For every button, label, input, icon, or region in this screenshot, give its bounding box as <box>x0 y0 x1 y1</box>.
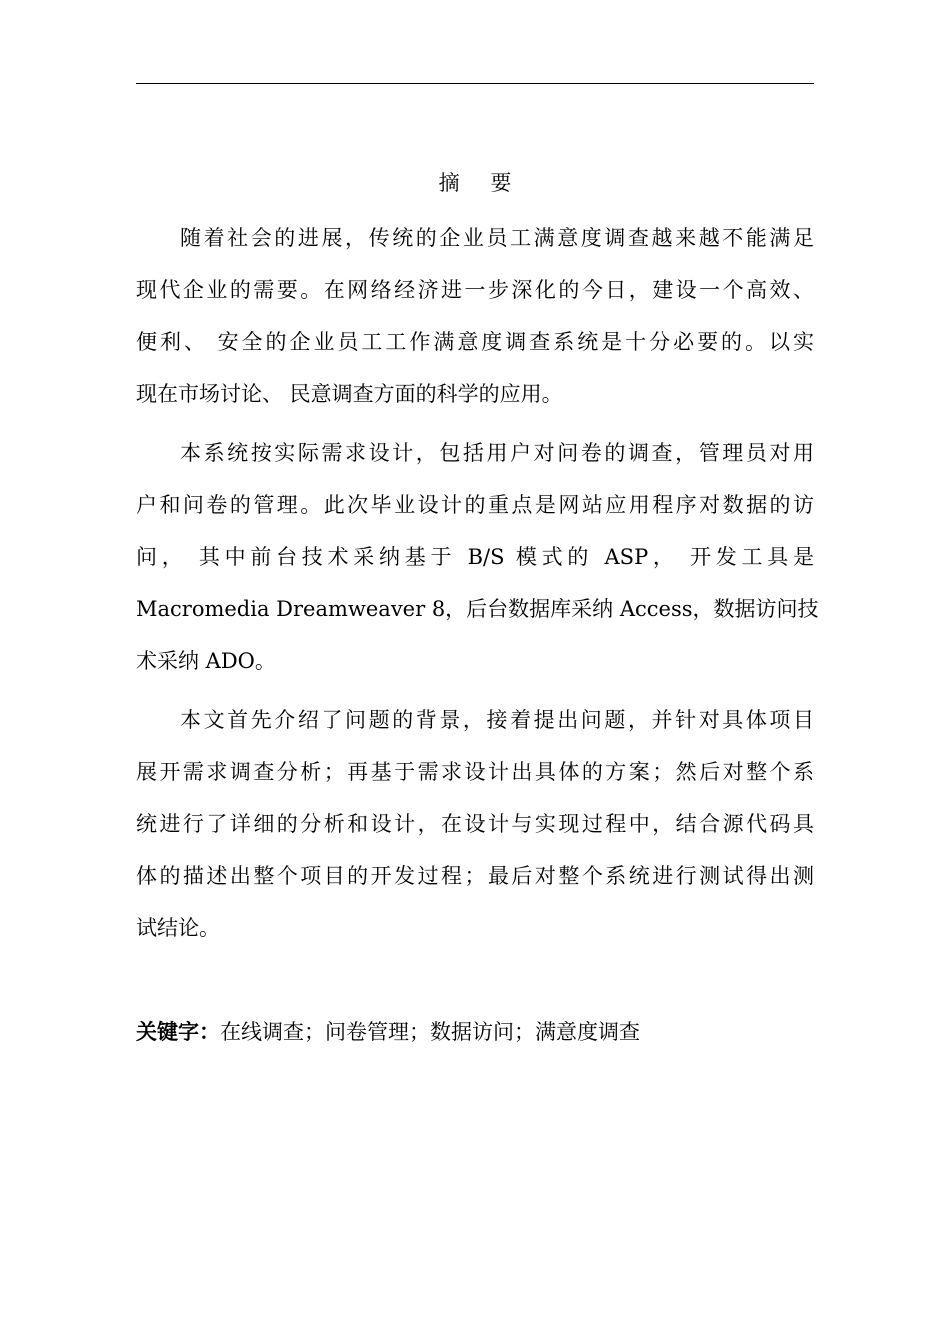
paragraph-line: 体的描述出整个项目的开发过程；最后对整个系统进行测试得出测 <box>136 864 814 888</box>
keywords-text: 在线调查；问卷管理；数据访问；满意度调查 <box>220 1020 640 1044</box>
paragraph-line: 随着社会的进展，传统的企业员工满意度调查越来越不能满足 <box>180 226 814 250</box>
abstract-paragraph-1 <box>136 212 814 425</box>
keywords-label: 关键字： <box>136 1020 220 1044</box>
keywords-line <box>136 1006 814 1058</box>
paragraph-line: Macromedia Dreamweaver 8，后台数据库采纳 Access，数据访问技 <box>136 597 819 621</box>
paragraph-line: 便利、 安全的企业员工工作满意度调查系统是十分必要的。以实 <box>136 330 814 354</box>
paragraph-line: 现在市场讨论、 民意调查方面的科学的应用。 <box>136 382 563 406</box>
paragraph-line: 本系统按实际需求设计，包括用户对问卷的调查，管理员对用 <box>180 441 814 465</box>
paragraph-line: 试结论。 <box>136 916 220 940</box>
header-rule <box>136 83 814 84</box>
paragraph-line: 问， 其中前台技术采纳基于 B/S 模式的 ASP， 开发工具是 <box>136 545 814 569</box>
paragraph-line: 现代企业的需要。在网络经济进一步深化的今日，建设一个高效、 <box>136 278 814 302</box>
document-page <box>136 158 819 1058</box>
abstract-paragraph-2 <box>136 427 819 692</box>
paragraph-line: 展开需求调查分析；再基于需求设计出具体的方案；然后对整个系 <box>136 760 814 784</box>
abstract-paragraph-3 <box>136 694 814 959</box>
abstract-title: 摘 要 <box>438 171 524 195</box>
paragraph-line: 户和问卷的管理。此次毕业设计的重点是网站应用程序对数据的访 <box>136 493 814 517</box>
paragraph-line: 术采纳 ADO。 <box>136 649 276 673</box>
paragraph-line: 统进行了详细的分析和设计，在设计与实现过程中，结合源代码具 <box>136 812 814 836</box>
paragraph-line: 本文首先介绍了问题的背景，接着提出问题，并针对具体项目 <box>180 708 814 732</box>
